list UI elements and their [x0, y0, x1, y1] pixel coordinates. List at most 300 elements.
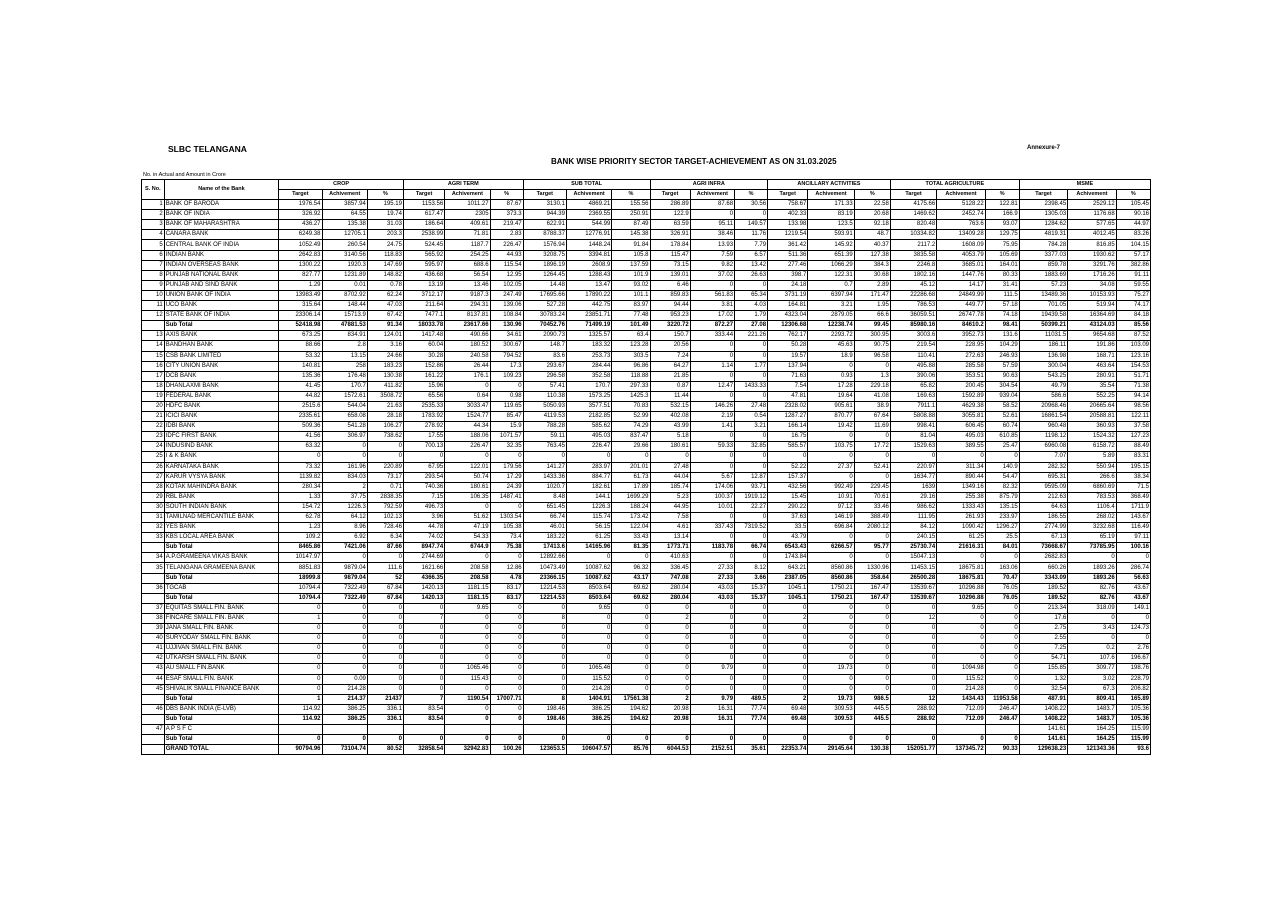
cell-value: 115.99: [1116, 724, 1150, 734]
cell-value: 1483.7: [1068, 714, 1116, 724]
cell-value: 859.83: [650, 290, 690, 300]
cell-value: 1325.57: [566, 331, 611, 341]
cell-value: 13.42: [735, 260, 768, 270]
cell-value: 0: [937, 654, 985, 664]
cell-value: 67.42: [367, 311, 403, 321]
cell-value: 164.25: [1068, 724, 1116, 734]
cell-sno: 16: [142, 361, 165, 371]
table-row: [142, 704, 1151, 714]
cell-value: 3835.58: [890, 250, 936, 260]
cell-value: 303.5: [612, 351, 650, 361]
cell-value: 70.61: [854, 492, 890, 502]
cell-value: 26.63: [735, 270, 768, 280]
cell-value: 0: [403, 603, 444, 613]
cell-value: 0: [690, 684, 734, 694]
cell-value: 285.58: [937, 361, 985, 371]
cell-value: 1621.66: [403, 563, 444, 573]
cell-value: 1231.89: [322, 270, 367, 280]
cell-value: 122.81: [985, 200, 1019, 210]
cell-value: 0: [612, 634, 650, 644]
cell-value: 49.79: [1019, 381, 1067, 391]
cell-value: 0: [523, 654, 566, 664]
cell-value: [523, 724, 566, 734]
cell-value: 10153.93: [1068, 290, 1116, 300]
cell-value: 38.9: [854, 401, 890, 411]
cell-value: 101.1: [612, 290, 650, 300]
cell-value: 75.27: [1116, 290, 1150, 300]
cell-value: 129638.23: [1019, 745, 1067, 755]
cell-value: 0: [566, 644, 611, 654]
cell-value: 161.22: [403, 371, 444, 381]
cell-sno: 17: [142, 371, 165, 381]
cell-value: 73.17: [367, 472, 403, 482]
cell-value: 145.38: [612, 230, 650, 240]
table-row: [142, 311, 1151, 321]
cell-value: 96.32: [612, 563, 650, 573]
cell-value: 0: [808, 684, 854, 694]
cell-bank-name: RBL BANK: [164, 492, 279, 502]
cell-value: 0: [985, 634, 1019, 644]
cell-value: 8702.92: [322, 290, 367, 300]
cell-value: 105.45: [1116, 200, 1150, 210]
cell-value: 8947.74: [403, 543, 444, 553]
cell-bank-name: A P S F C: [164, 724, 279, 734]
cell-value: 2305: [445, 210, 490, 220]
cell-value: 105.69: [985, 250, 1019, 260]
cell-value: 6.92: [322, 533, 367, 543]
cell-value: 0: [937, 644, 985, 654]
cell-value: 309.53: [808, 704, 854, 714]
cell-bank-name: SOUTH INDIAN BANK: [164, 502, 279, 512]
cell-value: 0.87: [650, 381, 690, 391]
cell-value: 106047.57: [566, 745, 611, 755]
cell-value: 398.7: [768, 270, 808, 280]
cell-value: 115.54: [490, 260, 523, 270]
cell-value: 0: [523, 735, 566, 745]
cell-value: 7.58: [650, 513, 690, 523]
cell-value: 54.71: [1019, 654, 1067, 664]
cell-value: 0.2: [1068, 644, 1116, 654]
cell-value: 18.9: [808, 351, 854, 361]
table-row: [142, 624, 1151, 634]
cell-value: 214.37: [322, 694, 367, 704]
cell-value: 6249.38: [279, 230, 322, 240]
cell-value: 101.49: [612, 321, 650, 331]
cell-value: 0: [445, 684, 490, 694]
cell-value: 13489.36: [1019, 290, 1067, 300]
cell-value: 4366.35: [403, 573, 444, 583]
table-row: [142, 583, 1151, 593]
cell-value: 144.1: [566, 492, 611, 502]
cell-value: 0: [403, 634, 444, 644]
cell-value: 7: [403, 613, 444, 623]
table-row: [142, 553, 1151, 563]
cell-value: 0: [985, 664, 1019, 674]
cell-value: 28.18: [367, 412, 403, 422]
cell-value: 2293.72: [808, 331, 854, 341]
table-row: [142, 644, 1151, 654]
cell-value: 294.31: [445, 301, 490, 311]
header-sub: %: [854, 190, 890, 200]
cell-value: 585.62: [566, 422, 611, 432]
cell-value: 194.62: [612, 714, 650, 724]
cell-value: 9.65: [566, 603, 611, 613]
cell-bank-name: YES BANK: [164, 523, 279, 533]
cell-value: 0: [403, 664, 444, 674]
cell-value: 0: [367, 654, 403, 664]
cell-bank-name: JANA SMALL FIN. BANK: [164, 624, 279, 634]
cell-value: 161.96: [322, 462, 367, 472]
cell-value: 0: [690, 634, 734, 644]
cell-value: 47881.53: [322, 321, 367, 331]
cell-bank-name: KOTAK MAHINDRA BANK: [164, 482, 279, 492]
cell-value: 0: [735, 644, 768, 654]
cell-value: 0: [445, 704, 490, 714]
cell-value: 0: [490, 714, 523, 724]
cell-value: 0: [367, 624, 403, 634]
cell-value: 0: [490, 603, 523, 613]
cell-sno: 18: [142, 381, 165, 391]
cell-value: 783.53: [1068, 492, 1116, 502]
cell-value: 214.28: [566, 684, 611, 694]
header-group-2: SUB TOTAL: [523, 180, 650, 190]
cell-value: 15047.13: [890, 553, 936, 563]
table-row: [142, 603, 1151, 613]
cell-value: 82.32: [985, 482, 1019, 492]
cell-value: 37.63: [768, 513, 808, 523]
cell-value: 15.9: [490, 422, 523, 432]
cell-value: 3.02: [1068, 674, 1116, 684]
cell-value: 54.47: [985, 472, 1019, 482]
cell-value: 56.63: [1116, 573, 1150, 583]
cell-sno: 1: [142, 200, 165, 210]
cell-bank-name: Sub Total: [164, 543, 279, 553]
table-row: [142, 502, 1151, 512]
cell-value: 12214.53: [523, 593, 566, 603]
cell-sno: [142, 745, 165, 755]
cell-value: 67.13: [1019, 533, 1067, 543]
cell-value: 0: [445, 644, 490, 654]
cell-value: 0: [690, 735, 734, 745]
cell-value: 4012.45: [1068, 230, 1116, 240]
cell-value: 280.04: [650, 583, 690, 593]
table-row: [142, 543, 1151, 553]
cell-value: 211.64: [403, 301, 444, 311]
cell-value: 165.89: [1116, 694, 1150, 704]
cell-bank-name: KARUR VYSYA BANK: [164, 472, 279, 482]
cell-value: 121343.36: [1068, 745, 1116, 755]
table-row: [142, 462, 1151, 472]
cell-value: 0: [735, 371, 768, 381]
cell-value: 0: [322, 603, 367, 613]
cell-value: 1176.68: [1068, 210, 1116, 220]
report-title: BANK WISE PRIORITY SECTOR TARGET-ACHIEVEMENT AS ON 31.03.2025: [551, 157, 837, 166]
cell-value: 6744.9: [445, 543, 490, 553]
cell-value: 83.31: [1116, 452, 1150, 462]
cell-value: 527.28: [523, 301, 566, 311]
cell-value: 8560.86: [808, 573, 854, 583]
cell-value: 998.41: [890, 422, 936, 432]
cell-value: 155.56: [612, 200, 650, 210]
cell-value: 1226.3: [566, 502, 611, 512]
cell-value: 0: [566, 634, 611, 644]
cell-value: 1639: [890, 482, 936, 492]
cell-value: [808, 724, 854, 734]
cell-value: 26500.28: [890, 573, 936, 583]
cell-value: 1716.26: [1068, 270, 1116, 280]
cell-value: 0: [322, 654, 367, 664]
cell-value: 337.43: [690, 523, 734, 533]
cell-value: 152051.77: [890, 745, 936, 755]
cell-value: 80.52: [367, 745, 403, 755]
cell-value: 83.17: [490, 583, 523, 593]
cell-value: 12238.74: [808, 321, 854, 331]
cell-value: 0: [322, 442, 367, 452]
cell-value: 0: [490, 553, 523, 563]
cell-value: 8: [523, 694, 566, 704]
cell-value: 3394.81: [566, 250, 611, 260]
cell-value: 173.42: [612, 513, 650, 523]
cell-value: 763.6: [937, 220, 985, 230]
cell-value: 283.97: [566, 462, 611, 472]
table-row: [142, 694, 1151, 704]
cell-value: 7.25: [1019, 644, 1067, 654]
cell-value: 0: [490, 613, 523, 623]
cell-sno: [142, 593, 165, 603]
cell-value: 214.28: [937, 684, 985, 694]
cell-value: 67.84: [367, 593, 403, 603]
cell-value: 6397.94: [808, 290, 854, 300]
cell-value: 7.24: [650, 351, 690, 361]
cell-value: 12.47: [690, 381, 734, 391]
cell-value: 2369.55: [566, 210, 611, 220]
cell-value: 0: [854, 634, 890, 644]
cell-value: 47.19: [445, 523, 490, 533]
cell-value: 7.59: [690, 250, 734, 260]
cell-value: 15.37: [735, 593, 768, 603]
cell-value: 673.25: [279, 331, 322, 341]
cell-sno: 26: [142, 462, 165, 472]
cell-value: 1187.7: [445, 240, 490, 250]
cell-value: 3508.72: [367, 391, 403, 401]
cell-value: 0: [650, 664, 690, 674]
cell-value: 148.82: [367, 270, 403, 280]
cell-value: 180.61: [445, 482, 490, 492]
cell-bank-name: A.P.GRAMEENA VIKAS BANK: [164, 553, 279, 563]
cell-value: 2: [650, 613, 690, 623]
cell-value: 47.03: [367, 301, 403, 311]
cell-value: 57.17: [1116, 250, 1150, 260]
cell-value: 728.46: [367, 523, 403, 533]
cell-value: 0: [690, 432, 734, 442]
cell-value: 1529.63: [890, 442, 936, 452]
cell-sno: 3: [142, 220, 165, 230]
header-sub: %: [985, 190, 1019, 200]
cell-value: 110.41: [890, 351, 936, 361]
cell-value: 1.23: [279, 523, 322, 533]
cell-value: 70.47: [985, 573, 1019, 583]
cell-value: 309.77: [1068, 664, 1116, 674]
cell-value: 10473.49: [523, 563, 566, 573]
cell-value: 0: [650, 624, 690, 634]
cell-value: 268.02: [1068, 513, 1116, 523]
cell-sno: 43: [142, 664, 165, 674]
cell-value: 0: [854, 624, 890, 634]
cell-bank-name: BANK OF INDIA: [164, 210, 279, 220]
cell-value: 87.52: [1116, 331, 1150, 341]
cell-value: 2515.6: [279, 401, 322, 411]
cell-value: 27.48: [650, 462, 690, 472]
cell-value: 13983.49: [279, 290, 322, 300]
cell-value: 29145.64: [808, 745, 854, 755]
cell-value: 1065.46: [566, 664, 611, 674]
cell-value: 300.04: [1019, 361, 1067, 371]
cell-value: 51.62: [445, 513, 490, 523]
cell-value: 0: [985, 603, 1019, 613]
cell-value: 87.66: [367, 543, 403, 553]
header-group-0: CROP: [279, 180, 404, 190]
table-row: [142, 523, 1151, 533]
table-row: [142, 240, 1151, 250]
cell-value: 1.41: [690, 422, 734, 432]
cell-value: 233.97: [985, 513, 1019, 523]
cell-value: 140.81: [279, 361, 322, 371]
cell-value: 95.11: [690, 220, 734, 230]
cell-value: 0: [279, 684, 322, 694]
cell-value: 0: [985, 684, 1019, 694]
cell-value: 306.97: [322, 432, 367, 442]
cell-value: 0: [735, 462, 768, 472]
cell-value: 3857.94: [322, 200, 367, 210]
cell-value: 16.31: [690, 714, 734, 724]
cell-value: 1052.49: [279, 240, 322, 250]
cell-value: 0: [808, 553, 854, 563]
cell-value: 198.46: [523, 704, 566, 714]
table-row: [142, 290, 1151, 300]
cell-value: 0: [322, 553, 367, 563]
cell-value: 51.71: [1116, 371, 1150, 381]
cell-value: 82.76: [1068, 583, 1116, 593]
cell-sno: 45: [142, 684, 165, 694]
cell-value: 0: [890, 664, 936, 674]
cell-value: 794.52: [490, 351, 523, 361]
cell-value: 22.58: [854, 200, 890, 210]
cell-value: 65.34: [735, 290, 768, 300]
cell-value: 0: [490, 634, 523, 644]
cell-value: 188.06: [445, 432, 490, 442]
cell-value: 8851.83: [279, 563, 322, 573]
cell-value: 0: [690, 553, 734, 563]
cell-value: 586.6: [1019, 391, 1067, 401]
cell-value: 0: [735, 432, 768, 442]
cell-value: 0: [650, 735, 690, 745]
cell-value: 143.67: [1116, 513, 1150, 523]
cell-value: 6.57: [735, 250, 768, 260]
cell-value: 106.27: [367, 422, 403, 432]
cell-value: 19.74: [367, 210, 403, 220]
cell-value: 67.95: [403, 462, 444, 472]
cell-value: 0: [808, 533, 854, 543]
cell-value: 41.45: [279, 381, 322, 391]
cell-value: 44.93: [490, 250, 523, 260]
cell-value: 17.72: [854, 442, 890, 452]
cell-value: 24849.99: [937, 290, 985, 300]
cell-bank-name: KARNATAKA BANK: [164, 462, 279, 472]
cell-value: 0: [367, 644, 403, 654]
cell-value: 1425.3: [612, 391, 650, 401]
cell-value: 0: [735, 603, 768, 613]
cell-value: 73.15: [650, 260, 690, 270]
cell-value: 85.76: [612, 745, 650, 755]
cell-value: 9.65: [937, 603, 985, 613]
cell-value: 40.37: [854, 240, 890, 250]
cell-value: 141.61: [1019, 724, 1067, 734]
cell-value: 2.83: [490, 230, 523, 240]
cell-value: 43.99: [650, 422, 690, 432]
cell-value: 141.27: [523, 462, 566, 472]
cell-value: 21.85: [650, 371, 690, 381]
cell-value: 43.03: [690, 583, 734, 593]
cell-value: 0.64: [445, 391, 490, 401]
cell-value: 5.23: [650, 492, 690, 502]
cell-value: 166.14: [768, 422, 808, 432]
cell-value: 19.73: [808, 694, 854, 704]
cell-value: 95.77: [854, 543, 890, 553]
table-row: [142, 280, 1151, 290]
cell-value: 0: [768, 654, 808, 664]
cell-value: 73785.95: [1068, 543, 1116, 553]
table-row: [142, 482, 1151, 492]
cell-value: 29.66: [612, 442, 650, 452]
cell-value: 0: [612, 452, 650, 462]
cell-value: 3055.81: [937, 412, 985, 422]
cell-value: 1.77: [735, 361, 768, 371]
cell-value: 0: [690, 674, 734, 684]
cell-value: 7319.52: [735, 523, 768, 533]
cell-value: 35.54: [1068, 381, 1116, 391]
cell-value: [322, 724, 367, 734]
cell-value: 4.78: [490, 573, 523, 583]
cell-value: 872.27: [690, 321, 734, 331]
cell-sno: 38: [142, 613, 165, 623]
cell-value: 696.84: [808, 523, 854, 533]
cell-value: 15.45: [768, 492, 808, 502]
cell-value: 23851.71: [566, 311, 611, 321]
cell-value: 1434.43: [937, 694, 985, 704]
cell-value: 163.06: [985, 563, 1019, 573]
cell-value: 0: [854, 472, 890, 482]
cell-value: 1483.7: [1068, 704, 1116, 714]
cell-value: 150.7: [650, 331, 690, 341]
cell-value: 6044.53: [650, 745, 690, 755]
cell-bank-name: ESAF SMALL FIN. BANK: [164, 674, 279, 684]
cell-sno: 25: [142, 452, 165, 462]
cell-bank-name: Sub Total: [164, 573, 279, 583]
header-sub: Achivement: [690, 190, 734, 200]
cell-value: 240.58: [445, 351, 490, 361]
cell-value: 0: [937, 634, 985, 644]
cell-value: 0: [445, 714, 490, 724]
cell-value: 2744.69: [403, 553, 444, 563]
cell-value: 0: [937, 735, 985, 745]
cell-value: 463.64: [1068, 361, 1116, 371]
cell-bank-name: UNION BANK OF INDIA: [164, 290, 279, 300]
cell-value: 100.26: [490, 745, 523, 755]
cell-value: 167.47: [854, 593, 890, 603]
cell-value: [690, 724, 734, 734]
cell-value: 552.25: [1068, 391, 1116, 401]
cell-value: 111.5: [985, 290, 1019, 300]
